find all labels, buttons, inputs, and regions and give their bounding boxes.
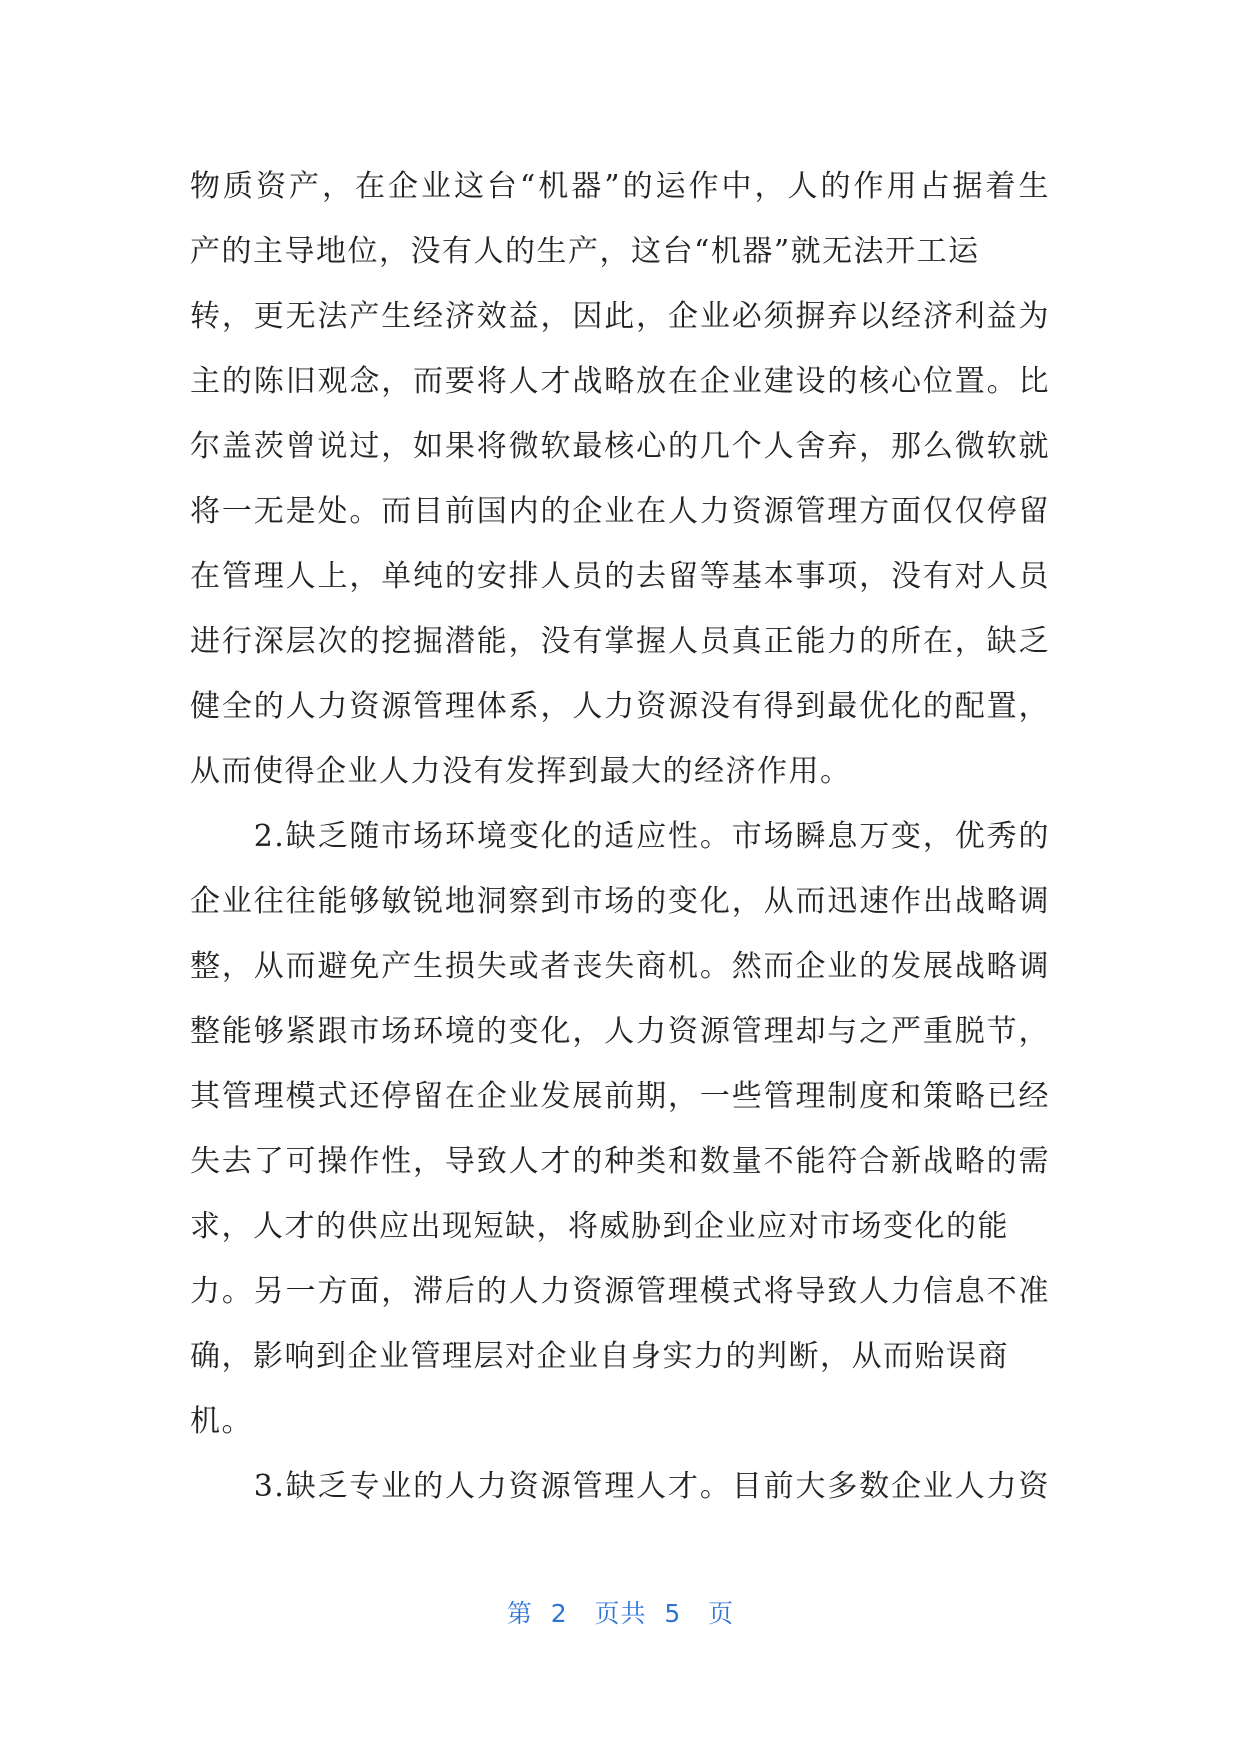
text-line: 在管理人上，单纯的安排人员的去留等基本事项，没有对人员 <box>190 559 1050 594</box>
text-line: 失去了可操作性，导致人才的种类和数量不能符合新战略的需 <box>190 1144 1050 1179</box>
footer-middle: 页共 <box>594 1599 647 1628</box>
text-line: 从而使得企业人力没有发挥到最大的经济作用。 <box>190 754 852 789</box>
text-line: 主的陈旧观念，而要将人才战略放在企业建设的核心位置。比 <box>190 364 1050 399</box>
text-line: 其管理模式还停留在企业发展前期，一些管理制度和策略已经 <box>190 1079 1050 1114</box>
text-line: 确，影响到企业管理层对企业自身实力的判断，从而贻误商 <box>190 1339 1009 1374</box>
text-line: 求，人才的供应出现短缺，将威胁到企业应对市场变化的能 <box>190 1209 1009 1244</box>
text-line: 力。另一方面，滞后的人力资源管理模式将导致人力信息不准 <box>190 1274 1050 1309</box>
text-line: 尔盖茨曾说过，如果将微软最核心的几个人舍弃，那么微软就 <box>190 429 1050 464</box>
text-line: 3.缺乏专业的人力资源管理人才。目前大多数企业人力资 <box>190 1469 1050 1504</box>
text-line: 进行深层次的挖掘潜能，没有掌握人员真正能力的所在，缺乏 <box>190 624 1050 659</box>
text-line: 企业往往能够敏锐地洞察到市场的变化，从而迅速作出战略调 <box>190 884 1050 919</box>
page-footer <box>0 1594 1241 1630</box>
text-line: 2.缺乏随市场环境变化的适应性。市场瞬息万变，优秀的 <box>190 819 1050 854</box>
text-line: 机。 <box>190 1404 253 1439</box>
text-line: 健全的人力资源管理体系，人力资源没有得到最优化的配置， <box>190 689 1050 724</box>
body-text <box>190 154 1050 1519</box>
text-line: 转，更无法产生经济效益，因此，企业必须摒弃以经济利益为 <box>190 299 1050 334</box>
total-pages-number: 5 <box>664 1599 682 1628</box>
text-line: 整能够紧跟市场环境的变化，人力资源管理却与之严重脱节， <box>190 1014 1050 1049</box>
footer-suffix: 页 <box>708 1599 735 1628</box>
current-page-number: 2 <box>550 1599 568 1628</box>
text-line: 整，从而避免产生损失或者丧失商机。然而企业的发展战略调 <box>190 949 1050 984</box>
text-line: 物质资产，在企业这台“机器”的运作中，人的作用占据着生 <box>190 169 1050 204</box>
footer-prefix: 第 <box>506 1599 533 1628</box>
text-line: 将一无是处。而目前国内的企业在人力资源管理方面仅仅停留 <box>190 494 1050 529</box>
text-line: 产的主导地位，没有人的生产，这台“机器”就无法开工运 <box>190 234 980 269</box>
